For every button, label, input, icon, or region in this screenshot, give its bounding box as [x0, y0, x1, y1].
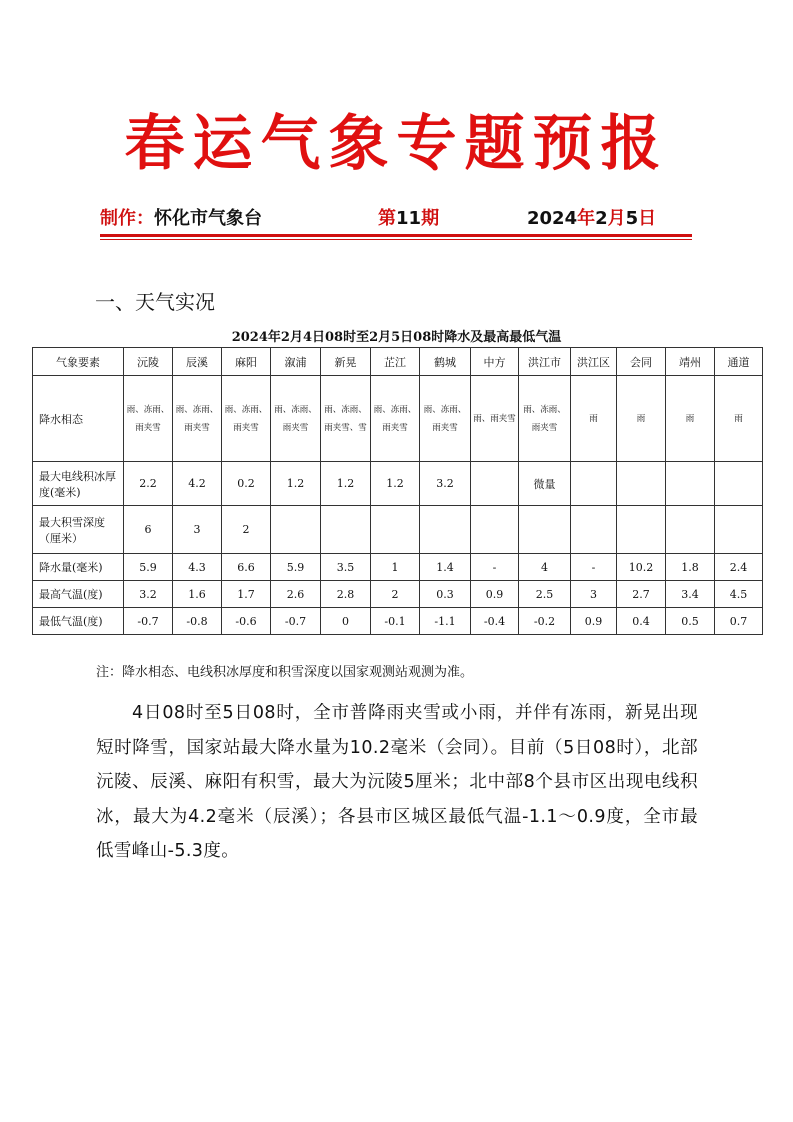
data-cell: 2.6: [271, 581, 321, 608]
data-cell: -0.6: [222, 608, 271, 635]
data-cell: [271, 506, 321, 554]
table-row: [33, 462, 763, 506]
row-label: 最高气温(度): [33, 581, 124, 608]
data-cell: [666, 506, 715, 554]
maker-label: 制作：: [100, 208, 154, 229]
data-cell: 4.5: [715, 581, 763, 608]
table-row: [33, 608, 763, 635]
row-label: 最低气温(度): [33, 608, 124, 635]
issue-date: 2024年2月5日: [527, 208, 657, 229]
data-cell: 3.2: [124, 581, 173, 608]
data-cell: -0.2: [519, 608, 571, 635]
data-cell: 1.2: [371, 462, 420, 506]
data-cell: 雨: [617, 376, 666, 462]
data-cell: 雨: [571, 376, 617, 462]
table-row: [33, 581, 763, 608]
data-cell: 3.5: [321, 554, 371, 581]
row-label: 最大积雪深度（厘米）: [33, 506, 124, 554]
station-header: 麻阳: [222, 348, 271, 376]
data-cell: 1.2: [321, 462, 371, 506]
table-header-row: [33, 348, 763, 376]
table-row: [33, 506, 763, 554]
data-cell: [471, 462, 519, 506]
data-cell: 3: [571, 581, 617, 608]
station-header: 中方: [471, 348, 519, 376]
data-cell: 2.8: [321, 581, 371, 608]
data-cell: 1.7: [222, 581, 271, 608]
data-cell: 雨、冻雨、雨夹雪: [271, 376, 321, 462]
maker-line: [100, 204, 262, 230]
header-rule-thin: [100, 239, 692, 240]
data-cell: 3.2: [420, 462, 471, 506]
data-cell: 雨、冻雨、雨夹雪: [519, 376, 571, 462]
data-cell: 雨: [666, 376, 715, 462]
data-cell: 2: [371, 581, 420, 608]
data-cell: 0: [321, 608, 371, 635]
data-cell: 3.4: [666, 581, 715, 608]
table-row: [33, 376, 763, 462]
row-label: 最大电线积冰厚度(毫米): [33, 462, 124, 506]
data-cell: 6.6: [222, 554, 271, 581]
data-cell: [571, 506, 617, 554]
data-cell: [321, 506, 371, 554]
table-note: 注：降水相态、电线积冰厚度和积雪深度以国家观测站观测为准。: [96, 665, 474, 680]
station-header: 沅陵: [124, 348, 173, 376]
data-cell: 0.5: [666, 608, 715, 635]
data-cell: 5.9: [124, 554, 173, 581]
data-cell: 10.2: [617, 554, 666, 581]
station-header: 靖州: [666, 348, 715, 376]
data-cell: [519, 506, 571, 554]
data-cell: -: [471, 554, 519, 581]
data-cell: 2.7: [617, 581, 666, 608]
data-cell: [420, 506, 471, 554]
data-cell: [715, 462, 763, 506]
data-cell: 6: [124, 506, 173, 554]
data-cell: 4: [519, 554, 571, 581]
data-cell: 雨、冻雨、雨夹雪、雪: [321, 376, 371, 462]
data-cell: 3: [173, 506, 222, 554]
data-cell: [666, 462, 715, 506]
bulletin-title: 春运气象专题预报: [124, 109, 669, 179]
data-cell: 4.3: [173, 554, 222, 581]
data-cell: [471, 506, 519, 554]
data-cell: [617, 506, 666, 554]
data-cell: 雨、冻雨、雨夹雪: [371, 376, 420, 462]
data-cell: 0.9: [471, 581, 519, 608]
data-cell: 1: [371, 554, 420, 581]
data-cell: -: [571, 554, 617, 581]
data-cell: 0.4: [617, 608, 666, 635]
table-row: [33, 554, 763, 581]
station-header: 会同: [617, 348, 666, 376]
data-cell: -0.4: [471, 608, 519, 635]
station-header: 新晃: [321, 348, 371, 376]
table-caption: 2024年2月4日08时至2月5日08时降水及最高最低气温: [231, 330, 562, 345]
data-cell: 2: [222, 506, 271, 554]
data-cell: 1.8: [666, 554, 715, 581]
data-cell: 2.2: [124, 462, 173, 506]
station-header: 溆浦: [271, 348, 321, 376]
section-title: 一、天气实况: [95, 290, 215, 314]
data-cell: -0.8: [173, 608, 222, 635]
data-cell: 2.5: [519, 581, 571, 608]
data-cell: 2.4: [715, 554, 763, 581]
weather-table: [32, 347, 763, 635]
data-cell: 1.6: [173, 581, 222, 608]
data-cell: [571, 462, 617, 506]
data-cell: 0.2: [222, 462, 271, 506]
data-cell: 1.2: [271, 462, 321, 506]
data-cell: -0.1: [371, 608, 420, 635]
data-cell: [371, 506, 420, 554]
header-cell-element: 气象要素: [33, 348, 124, 376]
data-cell: 4.2: [173, 462, 222, 506]
data-cell: [617, 462, 666, 506]
maker-name: 怀化市气象台: [154, 208, 262, 229]
row-label: 降水相态: [33, 376, 124, 462]
data-cell: -1.1: [420, 608, 471, 635]
data-cell: 0.3: [420, 581, 471, 608]
data-cell: 5.9: [271, 554, 321, 581]
data-cell: 雨、冻雨、雨夹雪: [124, 376, 173, 462]
data-cell: -0.7: [124, 608, 173, 635]
header-rule-thick: [100, 234, 692, 237]
station-header: 洪江市: [519, 348, 571, 376]
data-cell: 雨、雨夹雪: [471, 376, 519, 462]
station-header: 通道: [715, 348, 763, 376]
data-cell: 0.7: [715, 608, 763, 635]
data-cell: 0.9: [571, 608, 617, 635]
data-cell: [715, 506, 763, 554]
station-header: 芷江: [371, 348, 420, 376]
summary-paragraph: 4日08时至5日08时，全市普降雨夹雪或小雨，并伴有冻雨，新晃出现短时降雪，国家站最大降水量为10.2毫米（会同）。目前（5日08时），北部沅陵、辰溪、麻阳有积雪，最大为沅陵5厘米；北中部8个县市区出现电线积冰，最大为4.2毫米（辰溪）；各县市区城区最低气温-1.1～0.9度，全市最低雪峰山-5.3度。: [96, 703, 698, 861]
data-cell: 雨: [715, 376, 763, 462]
data-cell: 雨、冻雨、雨夹雪: [173, 376, 222, 462]
data-cell: 微量: [519, 462, 571, 506]
row-label: 降水量(毫米): [33, 554, 124, 581]
data-cell: 雨、冻雨、雨夹雪: [222, 376, 271, 462]
issue-number: 第11期: [378, 208, 440, 229]
station-header: 辰溪: [173, 348, 222, 376]
data-cell: 1.4: [420, 554, 471, 581]
station-header: 鹤城: [420, 348, 471, 376]
station-header: 洪江区: [571, 348, 617, 376]
data-cell: -0.7: [271, 608, 321, 635]
data-cell: 雨、冻雨、雨夹雪: [420, 376, 471, 462]
